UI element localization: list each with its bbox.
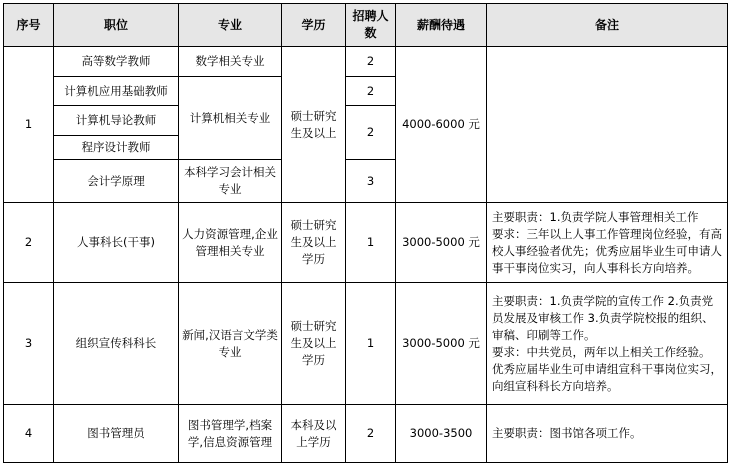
table-row <box>4 47 728 77</box>
group1-seq: 1 <box>4 47 54 203</box>
remarks-line: 优秀应届毕业生可申请组宣科干事岗位实习，向组宣科科长方向培养。 <box>492 361 722 393</box>
education-cell: 本科及以上学历 <box>282 405 346 463</box>
remarks-line: 主要职责：1.负责学院的宣传工作 2.负责党员发展及审核工作 3.负责学院校报的组织、审稿、印刷等工作。 <box>492 293 714 342</box>
header-remarks: 备注 <box>487 4 728 47</box>
remarks-line: 主要职责：图书馆各项工作。 <box>492 426 642 440</box>
remarks-cell <box>487 203 728 283</box>
position-cell: 高等数学教师 <box>54 47 179 77</box>
salary-cell: 3000-5000 元 <box>396 283 487 405</box>
remarks-cell <box>487 405 728 463</box>
remarks-line: 主要职责：1.负责学院人事管理相关工作 <box>492 209 699 224</box>
education-cell: 硕士研究生及以上学历 <box>282 283 346 405</box>
major-cell: 人力资源管理,企业管理相关专业 <box>179 203 282 283</box>
table-row <box>4 203 728 283</box>
table-row <box>4 283 728 405</box>
group1-salary: 4000-6000 元 <box>396 47 487 203</box>
count-cell: 2 <box>346 47 396 77</box>
position-cell: 计算机应用基础教师 <box>54 77 179 106</box>
education-cell: 硕士研究生及以上学历 <box>282 203 346 283</box>
seq-cell: 2 <box>4 203 54 283</box>
header-salary: 薪酬待遇 <box>396 4 487 47</box>
position-cell: 人事科长(干事) <box>54 203 179 283</box>
header-seq: 序号 <box>4 4 54 47</box>
count-cell: 2 <box>346 77 396 106</box>
position-cell: 组织宣传科科长 <box>54 283 179 405</box>
remarks-line: 要求：三年以上人事工作管理岗位经验，有高校人事经验者优先；优秀应届毕业生可申请人事干事岗位实习，向人事科长方向培养。 <box>492 226 722 275</box>
count-cell: 3 <box>346 160 396 203</box>
position-cell: 计算机导论教师 <box>54 106 179 136</box>
major-cell: 计算机相关专业 <box>179 77 282 160</box>
recruitment-table <box>3 3 728 463</box>
salary-cell: 3000-5000 元 <box>396 203 487 283</box>
header-education: 学历 <box>282 4 346 47</box>
major-cell: 本科学习会计相关专业 <box>179 160 282 203</box>
table-row <box>4 405 728 463</box>
count-cell: 1 <box>346 283 396 405</box>
major-cell: 数学相关专业 <box>179 47 282 77</box>
position-cell: 图书管理员 <box>54 405 179 463</box>
count-cell: 2 <box>346 106 396 160</box>
remarks-cell <box>487 283 728 405</box>
seq-cell: 4 <box>4 405 54 463</box>
header-position: 职位 <box>54 4 179 47</box>
major-cell: 新闻,汉语言文学类专业 <box>179 283 282 405</box>
salary-cell: 3000-3500 <box>396 405 487 463</box>
group1-education: 硕士研究生及以上 <box>282 47 346 203</box>
position-cell: 会计学原理 <box>54 160 179 203</box>
position-cell: 程序设计教师 <box>54 136 179 160</box>
header-row <box>4 4 728 47</box>
count-cell: 2 <box>346 405 396 463</box>
header-major: 专业 <box>179 4 282 47</box>
seq-cell: 3 <box>4 283 54 405</box>
group1-remarks <box>487 47 728 203</box>
major-cell: 图书管理学,档案学,信息资源管理 <box>179 405 282 463</box>
count-cell: 1 <box>346 203 396 283</box>
header-recruit-count: 招聘人数 <box>346 4 396 47</box>
remarks-line: 要求：中共党员，两年以上相关工作经验。 <box>492 344 711 359</box>
